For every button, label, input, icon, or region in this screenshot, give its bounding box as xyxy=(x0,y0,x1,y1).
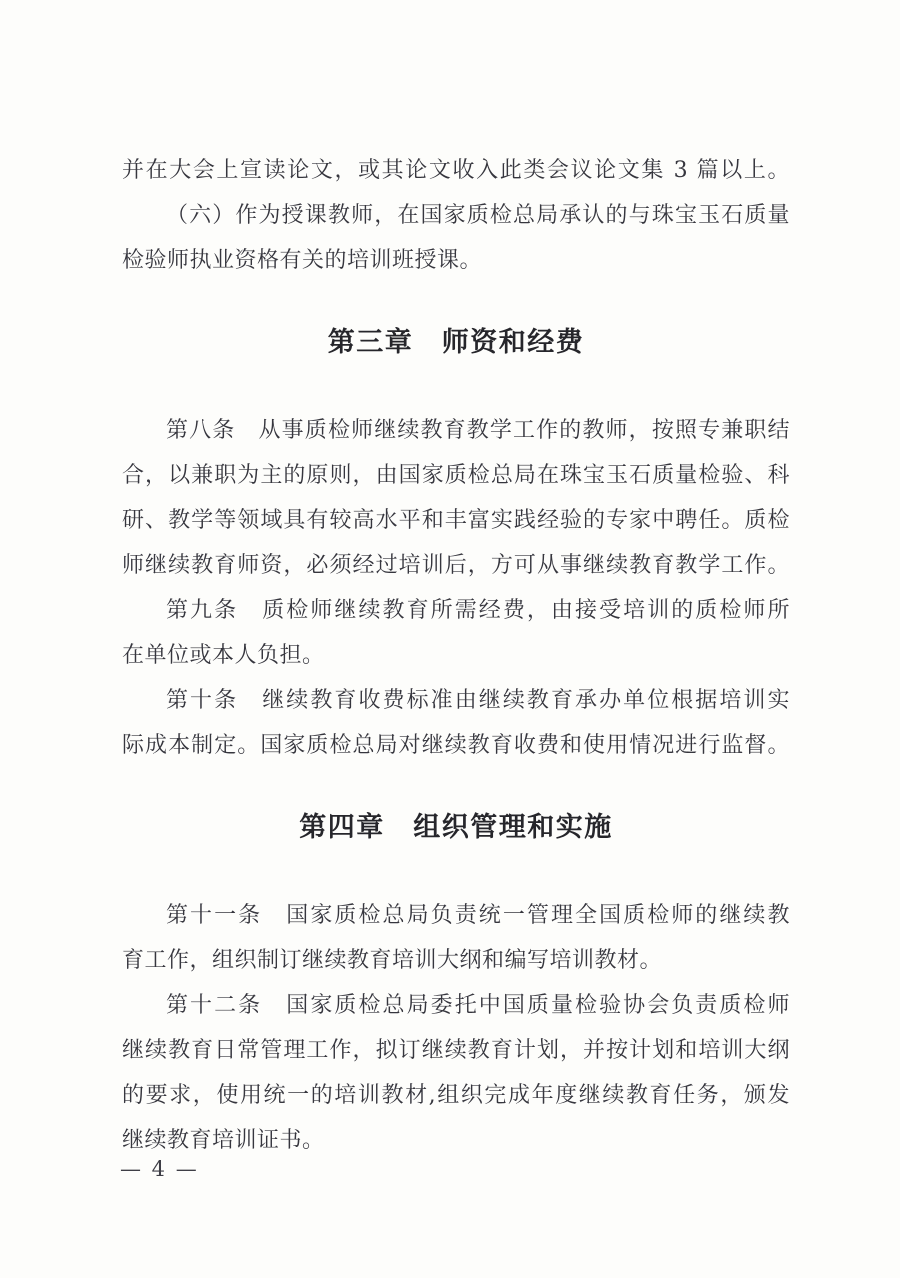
text-line: 第十一条 国家质检总局负责统一管理全国质检师的继续教 xyxy=(166,903,790,928)
text-line: 际成本制定。国家质检总局对继续教育收费和使用情况进行监督。 xyxy=(122,733,790,758)
document-body xyxy=(122,148,790,1163)
text-line: 检验师执业资格有关的培训班授课。 xyxy=(122,248,483,273)
text-line: （六）作为授课教师，在国家质检总局承认的与珠宝玉石质量 xyxy=(166,203,790,228)
text-line: 合，以兼职为主的原则，由国家质检总局在珠宝玉石质量检验、科 xyxy=(122,463,790,488)
text-line: 研、教学等领域具有较高水平和丰富实践经验的专家中聘任。质检 xyxy=(122,508,790,533)
paragraph xyxy=(122,983,790,1163)
paragraph xyxy=(122,193,790,283)
paragraph xyxy=(122,893,790,983)
text-line: 的要求，使用统一的培训教材,组织完成年度继续教育任务，颁发 xyxy=(122,1083,790,1108)
page-number: — 4 — xyxy=(120,1157,199,1181)
text-line: 第九条 质检师继续教育所需经费，由接受培训的质检师所 xyxy=(166,598,790,623)
text-line: 师继续教育师资，必须经过培训后，方可从事继续教育教学工作。 xyxy=(122,553,790,578)
paragraph xyxy=(122,148,790,193)
text-line: 第八条 从事质检师继续教育教学工作的教师，按照专兼职结 xyxy=(166,418,790,443)
chapter-heading: 第四章 组织管理和实施 xyxy=(299,812,613,843)
text-line: 在单位或本人负担。 xyxy=(122,643,325,668)
page-footer xyxy=(120,1152,199,1186)
text-line: 继续教育培训证书。 xyxy=(122,1128,325,1153)
text-line: 第十条 继续教育收费标准由继续教育承办单位根据培训实 xyxy=(166,688,790,713)
paragraph xyxy=(122,678,790,768)
text-line: 育工作，组织制订继续教育培训大纲和编写培训教材。 xyxy=(122,948,663,973)
paragraph xyxy=(122,588,790,678)
paragraph xyxy=(122,408,790,588)
text-line: 继续教育日常管理工作，拟订继续教育计划，并按计划和培训大纲 xyxy=(122,1038,790,1063)
text-line: 并在大会上宣读论文，或其论文收入此类会议论文集 3 篇以上。 xyxy=(122,158,790,183)
chapter-heading: 第三章 师资和经费 xyxy=(327,327,585,358)
text-line: 第十二条 国家质检总局委托中国质量检验协会负责质检师 xyxy=(166,993,790,1018)
